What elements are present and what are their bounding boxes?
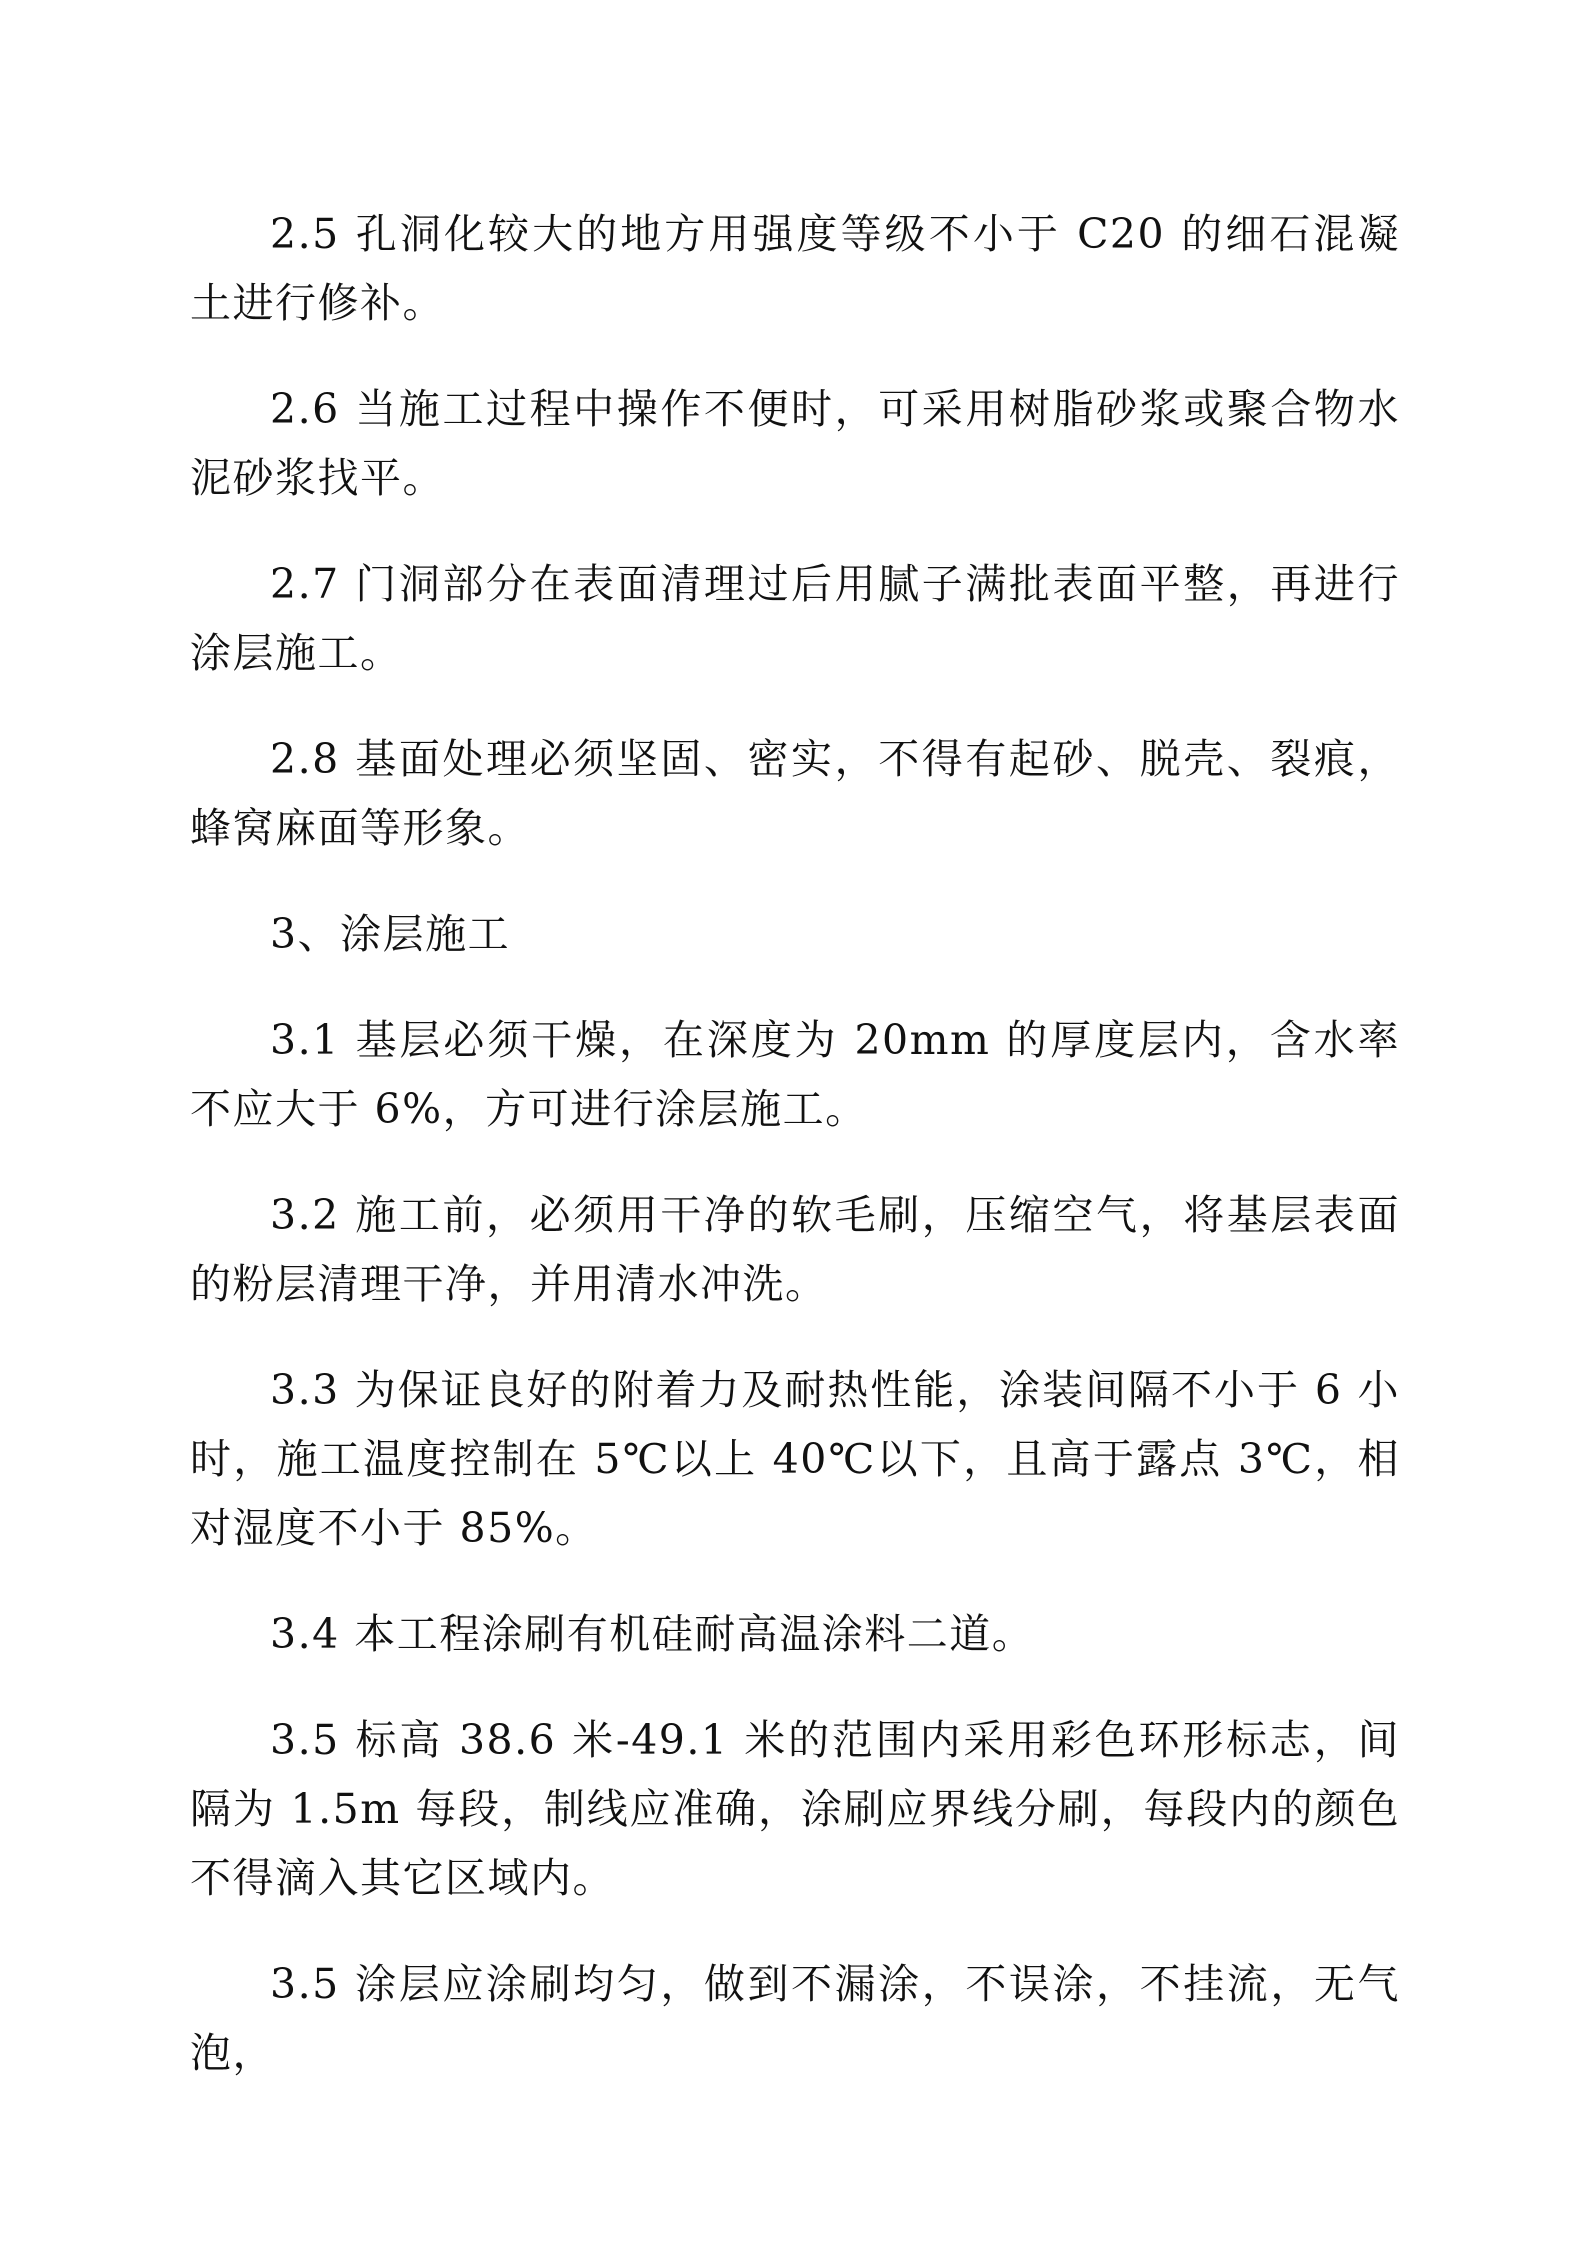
paragraph-3-2: 3.2 施工前，必须用干净的软毛刷，压缩空气，将基层表面的粉层清理干净，并用清水冲洗。 <box>190 1191 1400 1308</box>
paragraph-3-1: 3.1 基层必须干燥，在深度为 20mm 的厚度层内，含水率不应大于 6%，方可进行涂层施工。 <box>190 1016 1400 1133</box>
document-body <box>190 200 1400 2125</box>
section-heading-3: 3、涂层施工 <box>270 910 511 958</box>
paragraph-2-7: 2.7 门洞部分在表面清理过后用腻子满批表面平整，再进行涂层施工。 <box>190 560 1400 677</box>
paragraph-3-3: 3.3 为保证良好的附着力及耐热性能，涂装间隔不小于 6 小时，施工温度控制在 5℃以上 40℃以下，且高于露点 3℃，相对湿度不小于 85%。 <box>190 1366 1400 1552</box>
paragraph-2-6: 2.6 当施工过程中操作不便时，可采用树脂砂浆或聚合物水泥砂浆找平。 <box>190 385 1400 502</box>
paragraph-3-4: 3.4 本工程涂刷有机硅耐高温涂料二道。 <box>270 1610 1035 1658</box>
paragraph-3-5-a: 3.5 标高 38.6 米-49.1 米的范围内采用彩色环形标志，间隔为 1.5m 每段，制线应准确，涂刷应界线分刷，每段内的颜色不得滴入其它区域内。 <box>190 1716 1400 1902</box>
paragraph-3-5-b: 3.5 涂层应涂刷均匀，做到不漏涂，不误涂，不挂流，无气泡， <box>190 1960 1400 2077</box>
paragraph-2-8: 2.8 基面处理必须坚固、密实，不得有起砂、脱壳、裂痕，蜂窝麻面等形象。 <box>190 735 1400 852</box>
paragraph-2-5: 2.5 孔洞化较大的地方用强度等级不小于 C20 的细石混凝土进行修补。 <box>190 210 1400 327</box>
